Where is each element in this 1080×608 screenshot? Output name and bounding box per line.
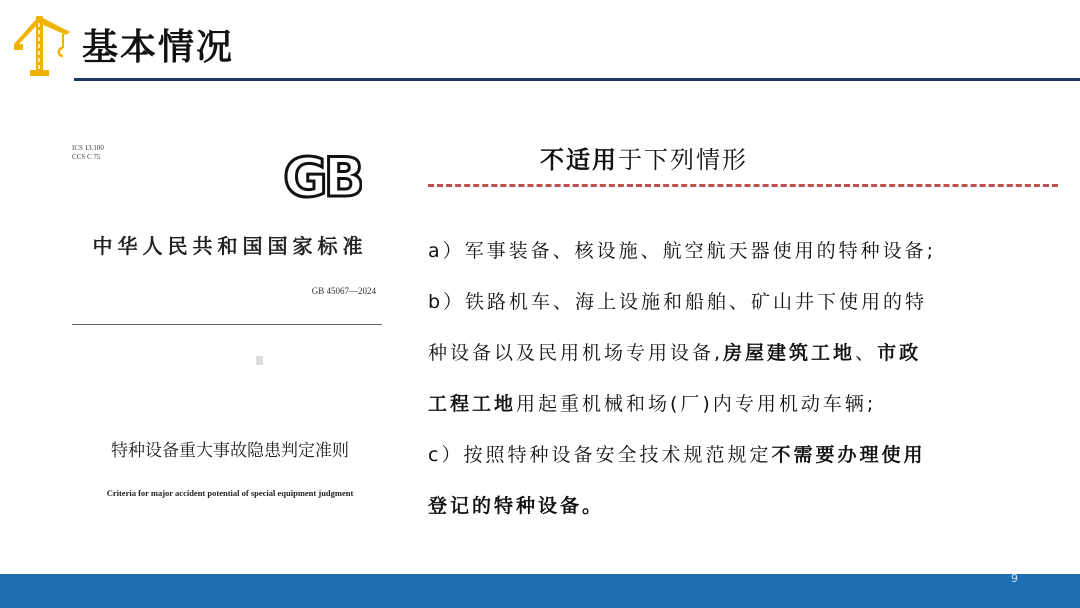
- cover-divider: [72, 324, 382, 325]
- list-item-a: [428, 226, 1068, 277]
- standard-title: 中华人民共和国国家标准: [92, 234, 368, 258]
- footer-bar: [0, 574, 1080, 608]
- gb-logo-text: GB: [283, 146, 361, 206]
- list-item-b-line1: [428, 277, 1068, 328]
- standard-number: GB 45067—2024: [311, 286, 376, 296]
- item-b-emphasis: 房屋建筑工地: [723, 342, 856, 364]
- item-b-emphasis: 工程工地: [428, 393, 517, 415]
- item-b-separator: 、: [855, 342, 878, 364]
- dashed-divider: [428, 184, 1058, 187]
- standard-name-en: Criteria for major accident potential of special equipment judgment: [106, 488, 354, 498]
- section-heading: [540, 140, 748, 175]
- standard-cover: [60, 130, 400, 520]
- item-b-text: 种设备以及民用机场专用设备,: [428, 342, 724, 364]
- item-b-emphasis: 市政: [877, 342, 922, 364]
- item-c-text: c）按照特种设备安全技术规范规定: [428, 444, 772, 466]
- item-c-emphasis: 登记的特种设备。: [428, 495, 605, 517]
- ics-code: [72, 144, 104, 162]
- standard-name-cn: 特种设备重大事故隐患判定准则: [111, 441, 349, 461]
- list-item-b-line2: [428, 328, 1068, 379]
- cover-mark: [256, 356, 263, 365]
- item-b-text: 用起重机械和场(厂)内专用机动车辆;: [516, 393, 877, 415]
- item-b-text: b）铁路机车、海上设施和船舶、矿山井下使用的特: [428, 291, 928, 313]
- list-item-b-line3: [428, 379, 1068, 430]
- title-divider: [74, 78, 1080, 81]
- exclusion-list: [428, 226, 1068, 532]
- gb-logo: [282, 144, 362, 206]
- list-item-c-line2: [428, 481, 1068, 532]
- ics-line: ICS 13.100: [72, 144, 104, 152]
- heading-bold: 不适用: [540, 146, 618, 174]
- heading-rest: 于下列情形: [618, 146, 748, 174]
- list-item-c-line1: [428, 430, 1068, 481]
- page-number: 9: [1011, 572, 1018, 585]
- ccs-line: CCS C 75: [72, 153, 101, 161]
- crane-icon: [10, 14, 76, 80]
- page-title: 基本情况: [82, 27, 235, 68]
- item-c-emphasis: 不需要办理使用: [771, 444, 926, 466]
- item-a-text: a）军事装备、核设施、航空航天器使用的特种设备;: [428, 240, 937, 262]
